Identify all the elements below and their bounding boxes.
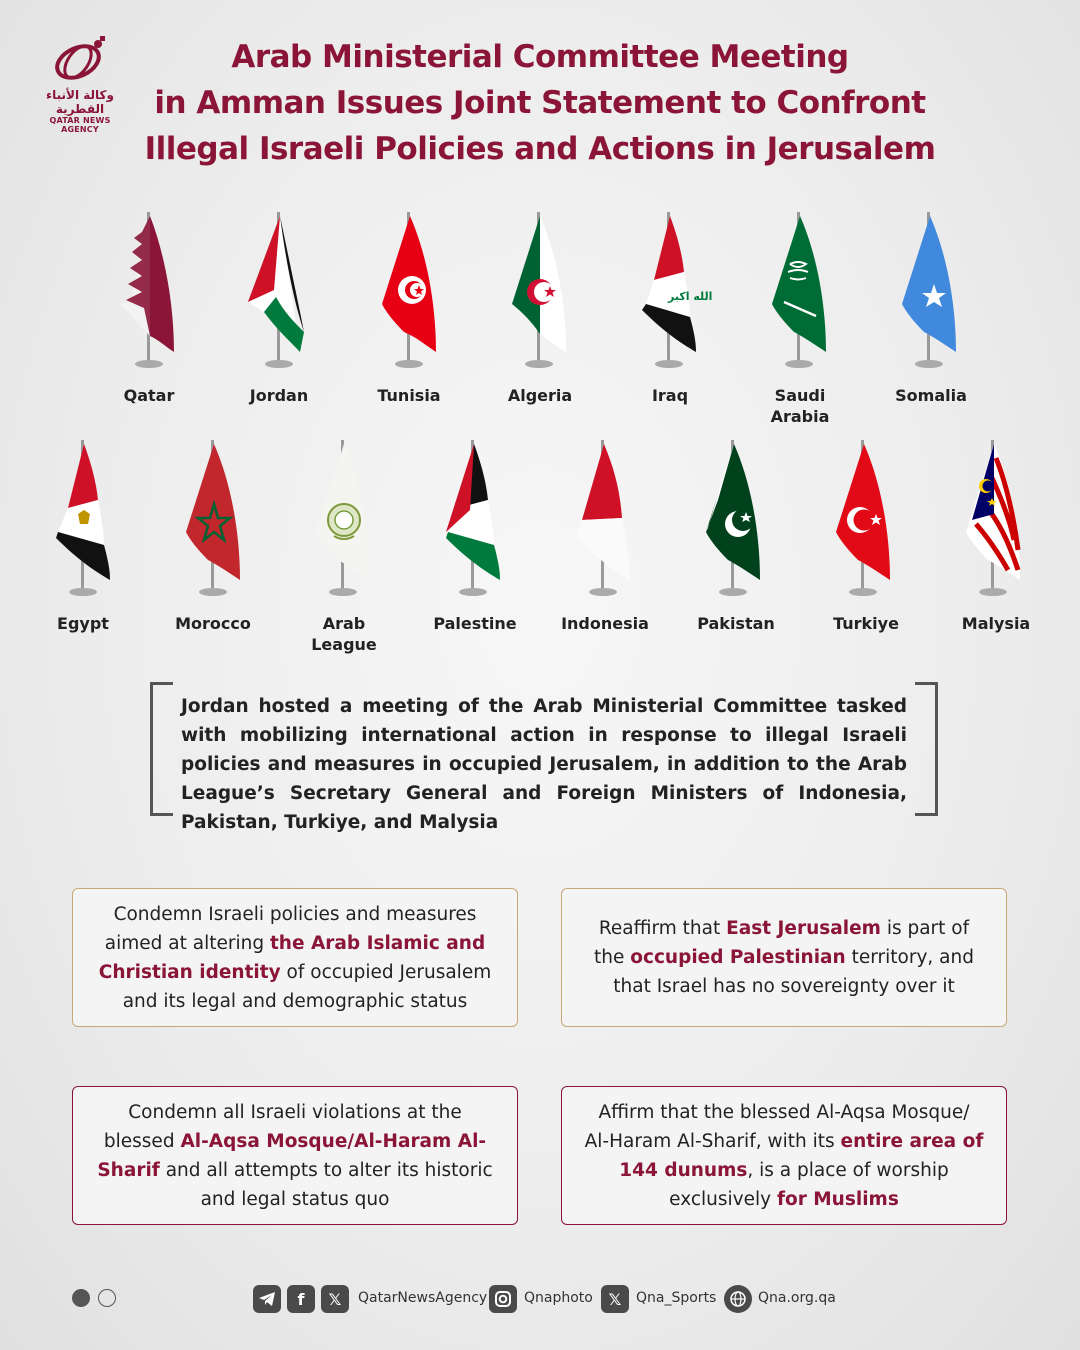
svg-text:الله اكبر: الله اكبر [668, 290, 713, 303]
flag-somalia [884, 212, 994, 412]
facebook-icon[interactable]: f [287, 1285, 315, 1313]
flag-label-indonesia: Indonesia [561, 614, 649, 633]
handle-qatarnewsagency[interactable]: QatarNewsAgency [358, 1290, 488, 1306]
algeria-flag-icon [494, 212, 604, 377]
title-line-1: Arab Ministerial Committee Meeting [231, 39, 849, 75]
qna-logo [30, 34, 130, 134]
card-2-text-b: is part of the [594, 918, 970, 968]
saudi-arabia-flag-icon [754, 212, 864, 377]
instagram-icon[interactable] [489, 1285, 517, 1313]
handle-qna-sports[interactable]: Qna_Sports [636, 1290, 717, 1306]
palestine-flag-icon [428, 440, 538, 605]
flag-label-algeria: Algeria [507, 386, 573, 405]
qna-emblem-icon [48, 34, 112, 86]
footer [0, 1284, 1080, 1314]
qatar-flag-icon [104, 212, 214, 377]
title-line-3: Illegal Israeli Policies and Actions in Jerusalem [144, 131, 936, 167]
flag-saudi-arabia [754, 212, 864, 412]
flag-label-egypt: Egypt [57, 614, 109, 633]
handle-qnaphoto[interactable]: Qnaphoto [524, 1290, 593, 1306]
card-1-text-a: Condemn Israeli policies and measures aimed at altering [104, 903, 477, 954]
card-1-highlight: the Arab Islamic and Christian identity [98, 932, 486, 983]
flag-label-saudi-arabia: Saudi Arabia [770, 386, 830, 426]
flag-label-qatar: Qatar [123, 386, 175, 405]
statement-card-4-text [584, 1098, 984, 1214]
flag-arab-league [298, 440, 408, 640]
statement-card-2-text [584, 914, 984, 1001]
flag-label-somalia: Somalia [895, 386, 967, 405]
card-4-highlight-2: for Muslims [776, 1188, 899, 1210]
flag-label-malaysia: Malysia [961, 614, 1031, 633]
turkiye-flag-icon [818, 440, 928, 605]
flag-morocco [168, 440, 278, 640]
logo-english-text: QATAR NEWS AGENCY [49, 116, 111, 134]
flag-turkiye [818, 440, 928, 640]
page-title [140, 34, 940, 172]
statement-card-3-text [95, 1098, 495, 1214]
website-link[interactable]: Qna.org.qa [758, 1290, 836, 1306]
egypt-flag-icon [38, 440, 148, 605]
somalia-flag-icon [884, 212, 994, 377]
title-line-2: in Amman Issues Joint Statement to Confront [154, 85, 926, 121]
tunisia-flag-icon [364, 212, 474, 377]
statement-card-4 [561, 1086, 1007, 1225]
globe-icon[interactable] [724, 1285, 752, 1313]
flag-label-jordan: Jordan [249, 386, 309, 405]
card-3-text-b: and all attempts to alter its historic and legal status quo [159, 1159, 493, 1210]
flag-algeria [494, 212, 604, 412]
arab-league-flag-icon [298, 440, 408, 605]
iraq-flag-icon [624, 212, 734, 377]
indonesia-flag-icon [558, 440, 668, 605]
pakistan-flag-icon [688, 440, 798, 605]
flag-label-iraq: Iraq [651, 386, 689, 405]
telegram-icon[interactable] [253, 1285, 281, 1313]
card-4-highlight-1: entire area of 144 dunums [619, 1130, 984, 1181]
flag-egypt [38, 440, 148, 640]
flag-pakistan [688, 440, 798, 640]
flag-jordan [234, 212, 344, 412]
flag-malaysia [948, 440, 1058, 640]
card-2-highlight-1: East Jerusalem [726, 918, 881, 939]
card-2-highlight-2: occupied Palestinian [630, 947, 846, 968]
card-3-highlight: Al-Aqsa Mosque/Al-Haram Al-Sharif [97, 1130, 487, 1181]
logo-arabic-text: وكالة الأنباء القطرية [46, 88, 114, 116]
statement-card-3 [72, 1086, 518, 1225]
x-sports-icon[interactable]: 𝕏 [601, 1285, 629, 1313]
malaysia-flag-icon [948, 440, 1058, 605]
card-4-text-b: , is a place of worship exclusively [669, 1159, 949, 1210]
jordan-flag-icon [234, 212, 344, 377]
flag-iraq [624, 212, 734, 412]
intro-box [150, 682, 938, 833]
x-icon[interactable]: 𝕏 [321, 1285, 349, 1313]
statement-card-2 [561, 888, 1007, 1027]
flag-qatar [104, 212, 214, 412]
pager-dot-active[interactable] [72, 1289, 90, 1307]
flag-label-turkiye: Turkiye [833, 614, 899, 633]
flag-label-palestine: Palestine [433, 614, 517, 633]
flag-palestine [428, 440, 538, 640]
flag-label-pakistan: Pakistan [697, 614, 775, 633]
flag-label-arab-league: Arab League [311, 614, 377, 654]
statement-card-1-text [95, 900, 495, 1016]
flag-label-morocco: Morocco [175, 614, 251, 633]
morocco-flag-icon [168, 440, 278, 605]
statement-card-1 [72, 888, 518, 1027]
flag-tunisia [364, 212, 474, 412]
card-4-text-a: Affirm that the blessed Al-Aqsa Mosque/ Al-Haram Al-Sharif, with its [584, 1101, 970, 1152]
flag-label-tunisia: Tunisia [377, 386, 441, 405]
intro-text: Jordan hosted a meeting of the Arab Ministerial Committee tasked with mobilizing international action in response to illegal Israeli policies and measures in occupied Jerusalem, in addition to the Arab League’s Secretary General and Foreign Ministers of Indonesia, Pakistan, Turkiye, and Malysia [181, 696, 907, 833]
card-2-text-a: Reaffirm that [598, 918, 727, 939]
pager-dot-inactive[interactable] [98, 1289, 116, 1307]
card-3-text-a: Condemn all Israeli violations at the blessed [103, 1101, 462, 1152]
flag-indonesia [558, 440, 668, 640]
card-2-text-c: territory, and that Israel has no sovereignty over it [613, 947, 974, 997]
card-1-text-b: of occupied Jerusalem and its legal and demographic status [122, 961, 492, 1012]
